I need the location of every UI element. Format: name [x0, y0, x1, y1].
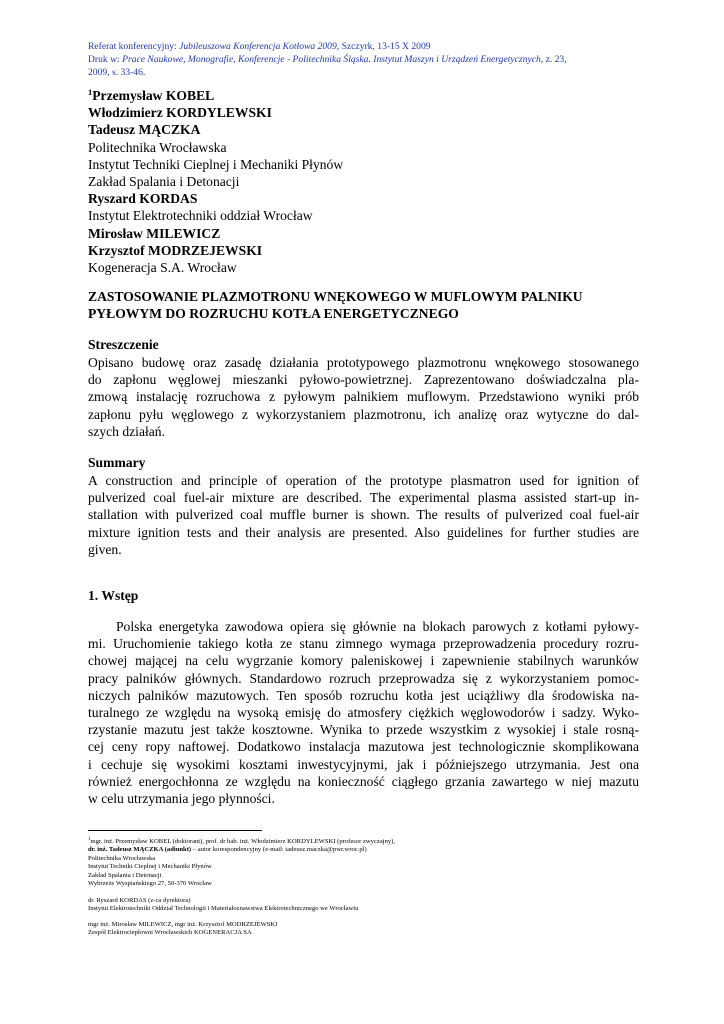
- header-line-2: [88, 53, 648, 66]
- paragraph-line: given.: [88, 541, 122, 557]
- paragraph-line: do zapłonu węglowej mieszanki pyłowo-powietrznej. Zaprezentowano doświadczalna pla-: [88, 372, 639, 388]
- footnote-block-1: [88, 836, 648, 888]
- footnote-mark: 1: [88, 87, 93, 97]
- affiliation-line: Zakład Spalania i Detonacji: [88, 174, 240, 190]
- title-line: ZASTOSOWANIE PLAZMOTRONU WNĘKOWEGO W MUFLOWYM PALNIKU: [88, 289, 583, 304]
- paragraph-line: mixture ignition tests and their analysis are presented. Also guidelines for further studies are: [88, 524, 639, 540]
- paragraph-line: również energochłonna ze względu na konieczność ciągłego grzania zawartego w niej mazutu: [88, 773, 639, 789]
- paragraph-line: stallation with pulverized coal muffle burner is shown. The results of pulverized coal fuel-air: [88, 507, 639, 523]
- header-line-1: [88, 40, 648, 53]
- footnote-line: Instytut Techniki Cieplnej i Mechaniki Płynów: [88, 863, 212, 871]
- paragraph-line: w celu utrzymania jego płynności.: [88, 791, 275, 807]
- section-heading-introduction: 1. Wstęp: [88, 588, 139, 603]
- author-name: Mirosław MILEWICZ: [88, 225, 221, 241]
- conference-header: [88, 40, 648, 79]
- affiliation-line: Politechnika Wrocławska: [88, 139, 227, 155]
- author-line: [88, 84, 648, 104]
- author-name: Tadeusz MĄCZKA: [88, 122, 201, 138]
- footnote-line: Zakład Spalania i Detonacji: [88, 871, 162, 879]
- paragraph-line: niczych palników mazutowych. Ten sposób rozruchu kotła jest uciążliwy dla środowiska na-: [88, 687, 639, 703]
- paragraph-line: turalnego ze względu na wysoką emisję do atmosfery ciężkich węglowodorów i sadzy. Wyko-: [88, 705, 639, 721]
- paragraph-line: pulverized coal fuel-air mixture are described. The experimental plasma assisted start-up in-: [88, 490, 639, 506]
- header-line-1-prefix: Referat konferencyjny:: [88, 41, 180, 52]
- paragraph-line: chowej mającej na celu wygrzanie komory paleniskowej i zapewnienie stabilnych warunków: [88, 653, 639, 669]
- paragraph-line: szych działań.: [88, 423, 165, 439]
- paragraph-line: cej ceny ropy naftowej. Dodatkowo instalacja mazutowa jest technologicznie skomplikowana: [88, 739, 639, 755]
- paragraph-line: A construction and principle of operation of the prototype plasmatron used for ignition of: [88, 473, 639, 488]
- paper-title: [88, 288, 648, 323]
- footnote-block-2: [88, 897, 648, 914]
- footnote-line: Instytut Elektrotechniki Oddział Technologii i Materiałoznawstwa Elektrotechnicznego we Wrocławiu: [88, 905, 359, 913]
- introduction-paragraph: [88, 618, 639, 807]
- abstract-pl: [88, 354, 639, 440]
- footnote-line: Politechnika Wrocławska: [88, 854, 156, 862]
- header-line-2-suffix: , z. 23,: [540, 54, 567, 65]
- header-conference-name: Jubileuszowa Konferencja Kotłowa 2009: [179, 41, 337, 52]
- footnote-corresponding-author: dr. inż. Tadeusz MĄCZKA (adiunkt): [88, 846, 192, 854]
- footnote-line: [88, 846, 648, 854]
- footnote-divider: [88, 830, 262, 831]
- paragraph-line: Opisano budowę oraz zasadę działania prototypowego plazmotronu wnękowego stosowanego: [88, 355, 639, 370]
- footnote-line: mgr inż. Mirosław MILEWICZ, mgr inż. Krzysztof MODRZEJEWSKI: [88, 921, 278, 928]
- authors-block: [88, 84, 648, 276]
- footnote-mark: 1: [88, 837, 91, 842]
- header-publication-name: Prace Naukowe, Monografie, Konferencje - Politechnika Śląska. Instytut Maszyn i Urządzeń Energetycznych: [122, 54, 541, 65]
- abstract-en: [88, 472, 639, 558]
- paragraph-line: zmową instalację rozruchowa z pyłowym palnikiem muflowym. Przedstawiono wyniki prób: [88, 389, 639, 405]
- affiliation-line: Kogeneracja S.A. Wrocław: [88, 260, 237, 276]
- footnote-line: Zespół Elektrociepłowni Wrocławskich KOGENERACJA SA: [88, 929, 252, 937]
- footnote-line: Wybrzeże Wyspiańskiego 27, 50-370 Wrocław: [88, 880, 212, 888]
- affiliation-line: Instytut Elektrotechniki oddział Wrocław: [88, 208, 313, 224]
- paragraph-line: Polska energetyka zawodowa opiera się głównie na blokach parowych z kotłami pyłowy-: [116, 619, 639, 634]
- author-name: Włodzimierz KORDYLEWSKI: [88, 105, 272, 121]
- title-line: PYŁOWYM DO ROZRUCHU KOTŁA ENERGETYCZNEGO: [88, 306, 459, 322]
- footnote-line: dr. Ryszard KORDAS (z-ca dyrektora): [88, 897, 191, 904]
- paragraph-line: zapłonu pyłu węglowego z wykorzystaniem plazmotronu, ich analizę oraz wytyczne do dal-: [88, 406, 639, 422]
- paragraph-line: mi. Uruchomienie takiego kotła ze stanu zimnego wymaga przeprowadzenia procedury rozru-: [88, 636, 639, 652]
- header-line-3: 2009, s. 33-46.: [88, 67, 146, 78]
- affiliation-line: Instytut Techniki Cieplnej i Mechaniki Płynów: [88, 156, 344, 172]
- abstract-heading-en: Summary: [88, 455, 146, 470]
- header-line-1-suffix: , Szczyrk, 13-15 X 2009: [336, 41, 431, 52]
- author-name: Ryszard KORDAS: [88, 191, 198, 207]
- header-line-2-prefix: Druk w:: [88, 54, 123, 65]
- author-name: Przemysław KOBEL: [92, 88, 215, 103]
- paragraph-line: i cechuje się wysokimi kosztami inwestycyjnymi, jak i późniejszego utrzymania. Jest ona: [88, 756, 639, 772]
- footnote-line: [88, 836, 648, 846]
- footnote-text: mgr. inż. Przemysław KOBEL (doktorant), prof. dr hab. inż. Włodzimierz KORDYLEWSKI (profesor zwyczajny),: [90, 838, 396, 845]
- footnote-block-3: [88, 921, 648, 938]
- author-name: Krzysztof MODRZEJEWSKI: [88, 242, 263, 258]
- paragraph-line: rzystanie mazutu jest także kosztowne. Wynika to przede wszystkim z wysokiej i stale rosną-: [88, 722, 639, 738]
- footnote-text: – autor korespondencyjny (e-mail: tadeusz.maczka@pwr.wroc.pl): [191, 846, 367, 854]
- abstract-heading-pl: Streszczenie: [88, 337, 159, 352]
- paragraph-line: pracy palników głównych. Standardowo rozruch przeprowadza się z wykorzystaniem pomoc-: [88, 670, 639, 686]
